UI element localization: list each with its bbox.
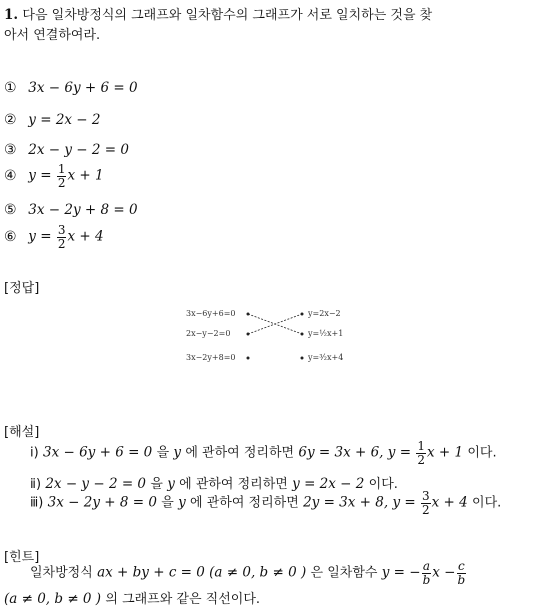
explanation-line-2: ⅱ) 2x − y − 2 = 0 을 y 에 관하여 정리하면 y = 2x − 2 이다. — [30, 476, 398, 492]
fraction: $\frac{c}{b}$ — [457, 559, 466, 587]
fraction: $\frac{3}{2}$ — [421, 489, 430, 517]
answer-left-1: 3x−6y+6=0 — [186, 309, 236, 318]
item-mark: ② — [4, 112, 17, 128]
left-dot-3 — [247, 357, 250, 360]
item-mark: ⑤ — [4, 202, 17, 218]
question-text-2: 아서 연결하여라. — [4, 28, 101, 43]
answer-right-1: y=2x−2 — [308, 309, 341, 318]
explanation-line-3: ⅲ) 3x − 2y + 8 = 0 을 y 에 관하여 정리하면 2y = 3x + 8, y = $\frac{3}{2}$ x + 4 이다. — [30, 489, 502, 517]
fraction: $\frac{a}{b}$ — [422, 559, 431, 587]
answer-right-2: y=½x+1 — [308, 329, 344, 338]
fraction: $\frac{1}{2}$ — [57, 162, 66, 190]
right-dot-3 — [301, 357, 304, 360]
answer-left-2: 2x−y−2=0 — [186, 329, 231, 338]
hint-line-2: (a ≠ 0, b ≠ 0 ) 의 그래프와 같은 직선이다. — [4, 591, 261, 607]
item-mark: ③ — [4, 142, 17, 158]
item-equation: y = 2x − 2 — [28, 112, 101, 128]
answer-left-3: 3x−2y+8=0 — [186, 353, 236, 362]
answer-heading: [정답] — [4, 281, 40, 296]
fraction: $\frac{3}{2}$ — [57, 223, 66, 251]
item-mark: ④ — [4, 167, 17, 184]
explanation-heading: [해설] — [4, 425, 40, 440]
answer-right-3: y=³⁄₂x+4 — [308, 353, 344, 362]
answer-matching-diagram — [180, 305, 360, 375]
item-equation: 2x − y − 2 = 0 — [28, 142, 129, 158]
item-5 — [4, 202, 138, 218]
item-mark: ① — [4, 80, 17, 96]
explanation-line-1: ⅰ) 3x − 6y + 6 = 0 을 y 에 관하여 정리하면 6y = 3x + 6, y = $\frac{1}{2}$ x + 1 이다. — [30, 439, 497, 467]
item-3 — [4, 142, 129, 158]
item-2 — [4, 112, 101, 128]
item-equation: 3x − 2y + 8 = 0 — [28, 202, 138, 218]
item-equation: 3x − 6y + 6 = 0 — [28, 80, 138, 96]
question-line-1 — [4, 4, 432, 23]
question-text: 다음 일차방정식의 그래프와 일차함수의 그래프가 서로 일치하는 것을 찾 — [22, 8, 433, 23]
item-mark: ⑥ — [4, 228, 17, 245]
item-6: ⑥ y = $\frac{3}{2}$ x + 4 — [4, 223, 104, 251]
question-number: 1. — [4, 7, 19, 23]
matching-lines — [180, 305, 360, 375]
hint-line-1: 일차방정식 ax + by + c = 0 (a ≠ 0, b ≠ 0 ) 은 일차함수 y = − $\frac{a}{b}$ x − $\frac{c}{b}$ — [30, 559, 466, 587]
hint-heading: [힌트] — [4, 550, 40, 565]
item-4: ④ y = $\frac{1}{2}$ x + 1 — [4, 162, 104, 190]
fraction: $\frac{1}{2}$ — [417, 439, 425, 467]
item-1 — [4, 80, 138, 96]
